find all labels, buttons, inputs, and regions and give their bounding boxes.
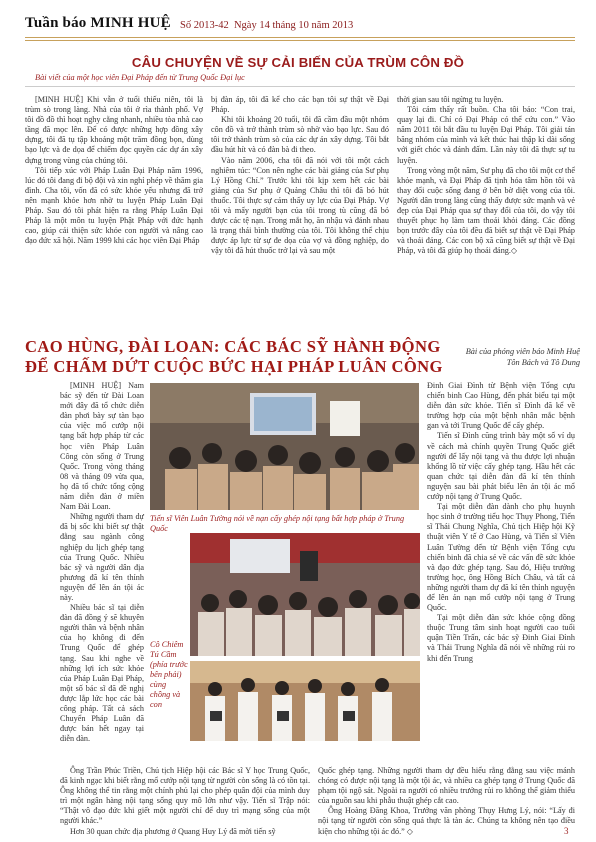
header-rule [25, 37, 575, 38]
article2-title-line1: CAO HÙNG, ĐÀI LOAN: CÁC BÁC SỸ HÀNH ĐỘNG [25, 337, 441, 356]
header-rule-2 [25, 40, 575, 41]
photo-audience [190, 533, 420, 656]
paragraph: Ông Hoàng Đăng Khoa, Trưởng văn phòng Thụy Hưng Lý, nói: “Lấy đi nội tạng từ người còn sống quá thực là tàn ác. Chúng ta không nên tạo điều kiện cho những tội ác đó.” ◇ [318, 806, 575, 836]
paragraph: Hơn 30 quan chức địa phương ở Quang Huy Lý đã mời tiến sỹ [70, 826, 276, 836]
issue-info [180, 20, 353, 31]
paragraph: Nhiều bác sĩ tại diễn đàn đã đồng ý sẽ khuyên người thân và bệnh nhân của họ không đi đến Trung Quốc để ghép tạng. Sau khi nghe về những lợi ích sức khỏe của Pháp Luân Đại Pháp, một số bác sĩ đã đề nghị được lắp lức học các bài công pháp. Tất cả sách Chuyển Pháp Luân đã được bán hết ngay tại diễn đàn. [60, 603, 144, 744]
photo-group [190, 661, 420, 741]
paragraph: Những người tham dự đã bị sốc khi biết sự thật đằng sau ngành công nghiệp du lịch ghép tạng của Trung Quốc. Nhiều bác sỹ và người dân địa phương đã kí tên thỉnh nguyện để lên án tội ác này. [60, 512, 144, 602]
masthead [25, 15, 171, 32]
issue-label: Số [180, 20, 192, 31]
paragraph: Tôi tiếp xúc với Pháp Luân Đại Pháp năm 1996, lúc đó tôi đang đi bộ đội và xin nghỉ phép về thăm gia đình. Cha tôi, vốn đã có sức khỏe yếu nhưng đã trở nên mạnh khỏe hơn nhờ tu luyện Pháp Luân Đại Pháp. Sau đó tôi phát hiện ra rằng Pháp Luân Đại Pháp là một môn tu luyện Phật Pháp với đức hạnh cao, giúp cải thiện sức khỏe con người và nâng cao đạo đức xã hội. Năm 1999 khi các học viên Đại Pháp [25, 165, 203, 246]
byline-rule [25, 86, 575, 87]
paragraph: thời gian sau tôi ngừng tu luyện. [397, 95, 504, 104]
issue-number: 2013-42 [193, 20, 229, 31]
masthead-name: MINH HUỆ [90, 15, 171, 31]
paragraph: Tại một diễn đàn sức khỏe cộng đồng thuộc Trung tâm sinh hoạt người cao tuổi quận Tiền Trấn, các bác sỹ Đinh Giai Đình và Thái Trung Nghĩa đã nói về những rủi ro khi đến Trung [427, 613, 575, 663]
issue-date: Ngày 14 tháng 10 năm 2013 [233, 20, 354, 31]
article1-title: CÂU CHUYỆN VỀ SỰ CẢI BIẾN CỦA TRÙM CÔN ĐỒ [131, 55, 465, 70]
paragraph: Tại một diễn đàn dành cho phụ huynh học sinh ở trường tiểu học Thụy Phong, Tiến sĩ Thái Chung Nghĩa, Chủ tịch Hiệp hội Kỹ thuật viên Y tế ở Cao Hùng, và Tiến sĩ Viên Luân Tường đến từ Bệnh viện Tổng cựu chiến binh đã chia sẻ về các vấn đề sức khỏe và đạo đức ghép tạng. Sau đó, Hiệu trưởng trường học, ông Hồng Bích Châu, và tất cả những người tham dự đã kí tên thỉnh nguyện để lên án nạn mổ cướp nội tạng ở Trung Quốc. [427, 502, 575, 613]
page-number: 3 [564, 826, 569, 836]
article2-bottom-left [60, 766, 310, 836]
paragraph: Tôi cảm thấy rất buồn. Cha tôi bảo: “Con trai, quay lại đi. Chỉ có Đại Pháp có thể cứu con.” Vào năm 2011 tôi bắt đầu tu luyện Đại Pháp. Tôi giải tán băng nhóm của mình và kết thúc hai thập kỉ dài sống với giết chóc và đánh đấm. Lần này tôi đã thực sự tu luyện. [397, 105, 575, 165]
photo2-caption: Cô Chiêm Tú Cầm (phía trước bên phải) cùng chồng và con [150, 640, 188, 709]
paragraph: Trong vòng một năm, Sư phụ đã cho tôi một cơ thể khỏe mạnh, và Đại Pháp đã tịnh hóa tâm hồn tôi và thay đổi cuộc sống đang ở bên bờ diệt vong của tôi. Người dân trong làng cũng thấy được sức mạnh và vẻ đẹp của Đại Pháp qua sự thay đổi của tôi, do vậy tôi thuyết phục họ làm tam thoái khỏi đảng. Các đồng bọn trước đây của tôi đều đã biết sự thật về Đại Pháp và thoái đảng. Các con bộ xã cũng biết sự thật về Đại Pháp, và tôi đã giúp họ thoái đảng.◇ [397, 165, 575, 256]
paragraph: Tiến sĩ Đình cũng trình bày một số ví dụ về cách mà chính quyền Trung Quốc giết người để lấy nội tạng và thu được lợi nhuận khổng lồ từ việc cấy ghép tạng. Hầu hết các quan chức tại diễn đàn đã kí tên thỉnh nguyện sau bài phát biểu lên án tội ác mổ cướp nội tạng ở Trung Quốc. [427, 431, 575, 502]
paragraph: Vào năm 2006, cha tôi đã nói với tôi một cách nghiêm túc: “Con nên nghe các bài giảng của Sư phụ Lý Hồng Chí.” Trước khi tôi kịp xem hết các bài giảng của Sư phụ ở Quảng Châu thì tôi đã bỏ hút thuốc. Tôi thực sự cảm thấy uy lực của Đại Pháp. Vợ tôi và mấy người bạn của tôi trong tù cũng đã bỏ được các tệ nạn. Trong mắt họ, ăn nhậu và đánh nhau là trạng thái bình thường của tôi. Tôi không thể chịu được áp lực từ sự đe dọa của vợ và đồng nghiệp, do vậy tôi đã hút thuốc trở lại và sau một [211, 155, 389, 256]
photo1-caption: Tiến sĩ Viên Luân Tường nói về nạn cấy ghép nội tạng bất hợp pháp ở Trung Quốc [150, 514, 405, 533]
article2-byline-line1: Bài của phóng viên báo Minh Huệ [465, 347, 580, 356]
article2-right-col [427, 381, 575, 751]
article2-byline [440, 346, 580, 368]
paragraph: Ông Trần Phúc Triền, Chủ tịch Hiệp hội các Bác sĩ Y học Trung Quốc, đã kinh ngạc khi biết rằng mổ cướp nội tạng từ người còn sống là có tồn tại. Ông không thể tin rằng một chính phủ lại cho phép quân đội của mình duy trì một ngân hàng nội tạng sống quy mô lớn như vậy. Tiến sĩ Trập nói: “Thật vô đạo đức khi giết một người chỉ để duy trì mạng sống của một người khác.” [60, 766, 310, 826]
paragraph: [MINH HUỆ] Khi vẫn ở tuổi thiếu niên, tôi là trùm sò trong làng. Nhà của tôi ở rìa thành phố. Vợ tôi đồ đồ thì hoạt nghy cằng nhanh, nhiều tòa nhà cao tầng đã mọc lên. Để có được những hợp đồng xây dựng, tôi đã tụ tập khoảng một trăm đồng bọn, dùng bạo lực và đe dọa để chiếm đọc quyền các dự án xây dựng trong vùng của chúng tôi. [25, 95, 203, 165]
article2-title-line2: ĐỂ CHẤM DỨT CUỘC BỨC HẠI PHÁP LUÂN CÔNG [25, 357, 443, 376]
paragraph: Quốc ghép tạng. Những người tham dự đều hiểu rằng đằng sau việc mánh chóng có được nội tạng là một tội ác, và nhiều ca ghép tạng ở Trung Quốc đã phạm tội ngộ sát. Ngoài ra người có nhiều trưởng rủi ro không thể giảm thiểu của nguồn sau khi phẫu thuật ghép cắt cao. [318, 766, 575, 806]
paragraph: Khi tôi khoảng 20 tuổi, tôi đã cầm đầu một nhóm côn đồ và trở thành trùm sò nhờ vào bạo lực. Sau đó tôi trở thành trùm sò của các dự án xây dựng. Tôi bắt đầu hút hít và có đàn bà đi theo. [211, 115, 389, 155]
article1-byline: Bài viết của một học viên Đại Pháp đến từ Trung Quốc Đại lục [35, 73, 245, 82]
article2-bottom-right [318, 766, 575, 836]
article1-col1 [25, 95, 203, 317]
paragraph: bị đàn áp, tôi đã kể cho các bạn tôi sự thật về Đại Pháp. [211, 95, 389, 115]
article1-col3 [397, 95, 575, 317]
article2-left-col [60, 381, 144, 761]
photo-forum-presentation [150, 383, 419, 510]
article2-title [25, 337, 445, 377]
article2-byline-line2: Tôn Bách và Tô Dung [506, 358, 580, 367]
paragraph: Đinh Giai Đình từ Bệnh viện Tổng cựu chiến binh Cao Hùng, đến phát biểu tại một diễn đàn sức khỏe. Tiến sĩ Đình đã kể về trường hợp của một bệnh nhân mắc bệnh gan và tới Trung Quốc để cấy ghép. [427, 381, 575, 431]
masthead-prefix: Tuần báo [25, 15, 91, 31]
paragraph: [MINH HUỆ] Nam bác sỹ đến từ Đài Loan mới đây đã tổ chức diễn đàn phơi bày sự tàn bạo của việc mổ cướp nội tạng bất hợp pháp từ các học viên Pháp Luân Công còn sống ở Trung Quốc. Trong vòng tháng 08 và tháng 09 vừa qua, họ đã tổ chức tổng cộng năm diễn đàn ở miền Nam Đài Loan. [60, 381, 144, 512]
article1-col2 [211, 95, 389, 317]
